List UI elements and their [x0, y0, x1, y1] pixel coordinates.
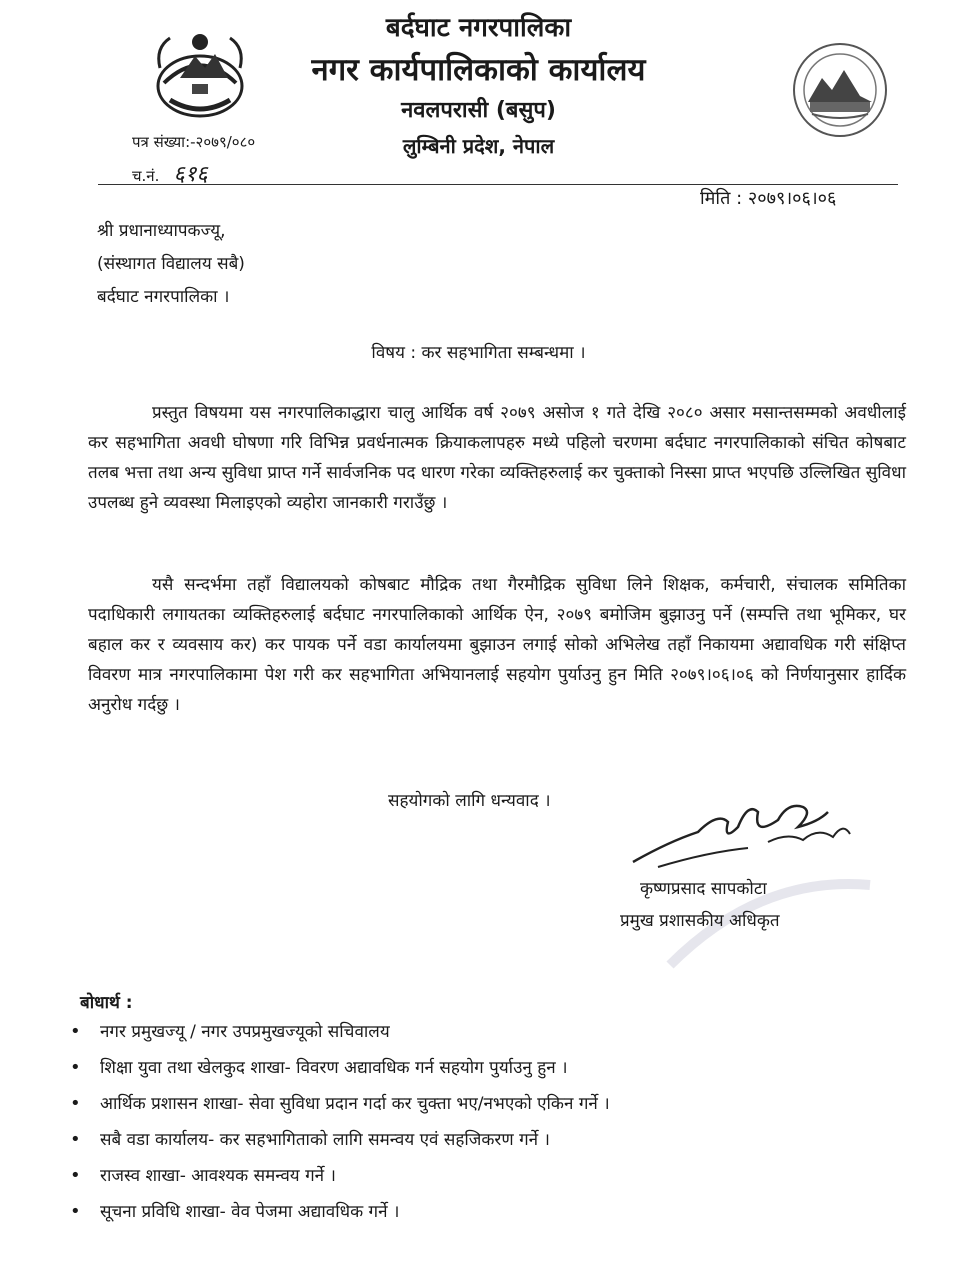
date-label: मिति : — [700, 188, 743, 209]
addressee-line-1: श्री प्रधानाध्यापकज्यू, — [97, 221, 226, 241]
addressee-line-3: बर्दघाट नगरपालिका । — [97, 287, 230, 307]
cc-item: • राजस्व शाखा- आवश्यक समन्वय गर्ने । — [70, 1158, 610, 1194]
cc-list — [70, 1014, 610, 1230]
signer-designation: प्रमुख प्रशासकीय अधिकृत — [620, 911, 780, 931]
office-name: नगर कार्यपालिकाको कार्यालय — [311, 52, 646, 88]
cc-title: बोधार्थ : — [80, 993, 133, 1013]
cc-item: • सबै वडा कार्यालय- कर सहभागिताको लागि समन्वय एवं सहजिकरण गर्ने । — [70, 1122, 610, 1158]
cc-item: • नगर प्रमुखज्यू / नगर उपप्रमुखज्यूको सचिवालय — [70, 1014, 610, 1050]
dispatch-value: ६१६ — [173, 162, 208, 187]
reference-number — [132, 132, 255, 152]
reference-value: २०७९/०८० — [195, 133, 256, 151]
province-name: लुम्बिनी प्रदेश, नेपाल — [402, 134, 555, 158]
municipality-name: बर्दघाट नगरपालिका — [385, 13, 572, 43]
body-paragraph-2: यसै सन्दर्भमा तहाँ विद्यालयको कोषबाट मौद्रिक तथा गैरमौद्रिक सुविधा लिने शिक्षक, कर्मचारी, संचालक समितिका पदाधिकारी लगायतका व्यक्तिहरुलाई बर्दघाट नगरपालिकाको आर्थिक ऐन, २०७९ बमोजिम बुझाउनु पर्ने (सम्पत्ति तथा भूमिकर, घर बहाल कर र व्यवसाय कर) कर पायक पर्ने वडा कार्यालयमा बुझाउन लगाई सोको अभिलेख तहाँ निकायमा अद्यावधिक गरी संक्षिप्त विवरण मात्र नगरपालिकामा पेश गरी कर सहभागिता अभियानलाई सहयोग पुर्याउनु हुन मिति २०७९।०६।०६ को निर्णयानुसार हार्दिक अनुरोध गर्दछु । — [88, 575, 906, 715]
date-value: २०७९।०६।०६ — [747, 188, 837, 209]
letter-date — [700, 186, 836, 210]
cc-item: • शिक्षा युवा तथा खेलकुद शाखा- विवरण अद्यावधिक गर्न सहयोग पुर्याउनु हुन । — [70, 1050, 610, 1086]
signer-name: कृष्णप्रसाद सापकोटा — [640, 879, 767, 899]
cc-item: • सूचना प्रविधि शाखा- वेव पेजमा अद्यावधिक गर्ने । — [70, 1194, 610, 1230]
reference-label: पत्र संख्या:- — [132, 133, 196, 151]
cc-item: • आर्थिक प्रशासन शाखा- सेवा सुविधा प्रदान गर्दा कर चुक्ता भए/नभएको एकिन गर्ने । — [70, 1086, 610, 1122]
district-name: नवलपरासी (बसुप) — [401, 98, 556, 123]
header-divider — [98, 184, 898, 185]
addressee-line-2: (संस्थागत विद्यालय सबै) — [97, 254, 245, 274]
body-paragraph-1: प्रस्तुत विषयमा यस नगरपालिकाद्धारा चालु आर्थिक वर्ष २०७९ असोज १ गते देखि २०८० असार मसान्तसम्मको अवधीलाई कर सहभागिता अवधी घोषणा गरि विभिन्न प्रवर्धनात्मक क्रियाकलापहरु मध्ये पहिलो चरणमा बर्दघाट नगरपालिकाको संचित कोषबाट तलब भत्ता तथा अन्य सुविधा प्राप्त गर्ने सार्वजनिक पद धारण गरेका व्यक्तिहरुलाई कर चुक्ताको निस्सा प्राप्त भएपछि उल्लिखित सुविधा उपलब्ध हुने व्यवस्था मिलाइएको व्यहोरा जानकारी गराउँछु । — [88, 403, 906, 513]
thanks-line: सहयोगको लागि धन्यवाद । — [388, 791, 551, 811]
dispatch-label: च.नं. — [132, 167, 160, 185]
letter-subject: विषय : कर सहभागिता सम्बन्धमा । — [371, 343, 586, 363]
